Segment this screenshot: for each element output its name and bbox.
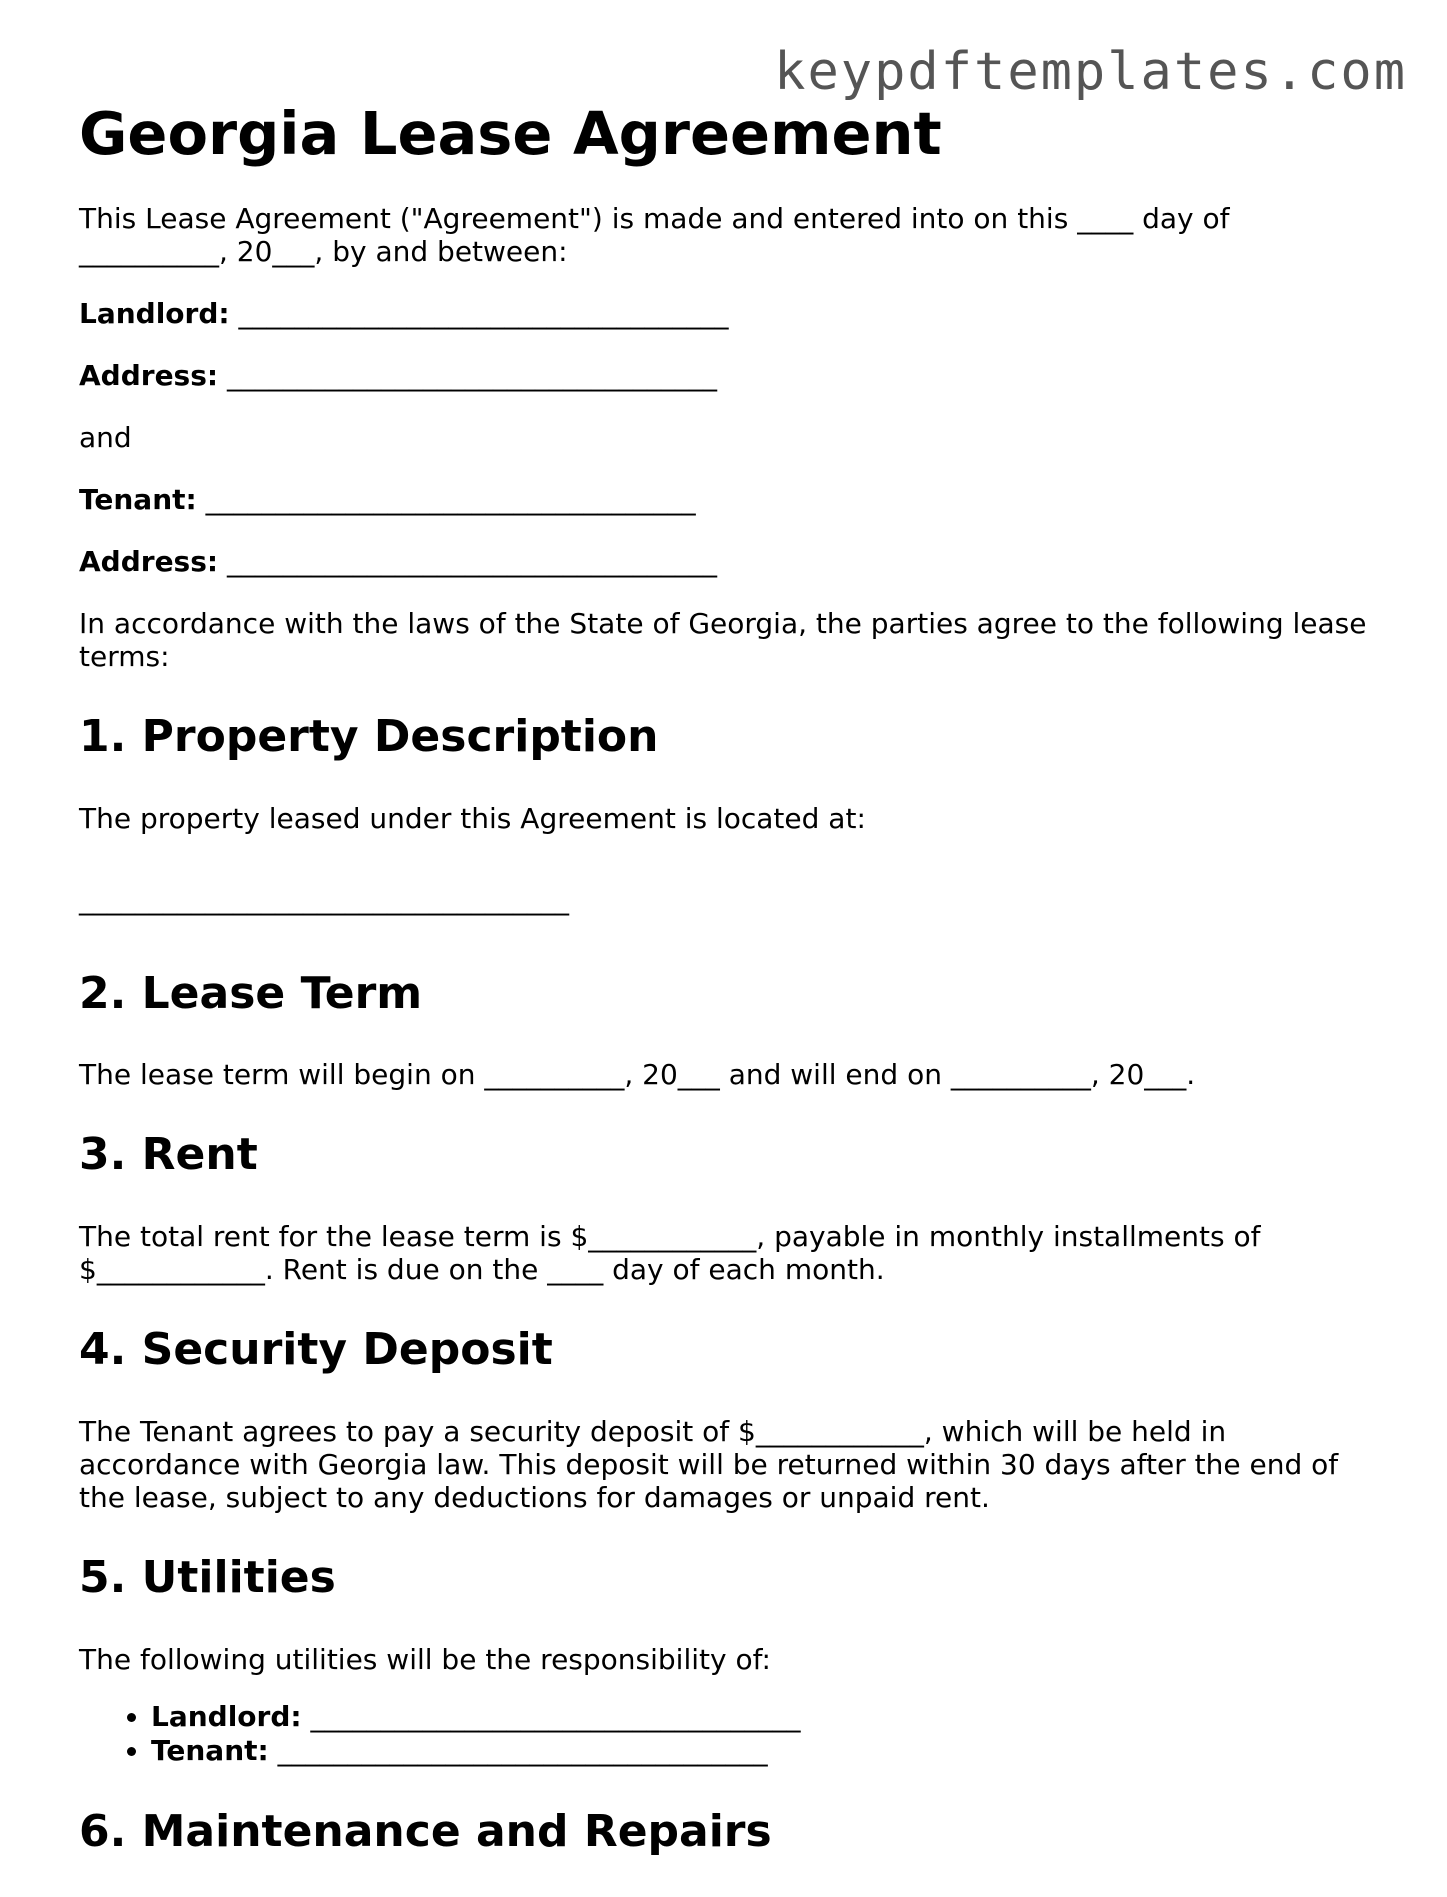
tenant-field (79, 483, 1369, 516)
landlord-label: Landlord: (79, 296, 230, 330)
tenant-blank: ___________________________________ (205, 482, 696, 516)
intro-paragraph: This Lease Agreement ("Agreement") is made and entered into on this ____ day of __________, 20___, by and between: (79, 201, 1230, 268)
rent-paragraph: The total rent for the lease term is $____________, payable in monthly installments of $____________. Rent is due on the ____ day of each month. (79, 1220, 1261, 1287)
utilities-list (79, 1700, 1369, 1768)
utilities-tenant-blank: ___________________________________ (277, 1733, 768, 1767)
document-page (79, 100, 1369, 1897)
section-heading-rent: 3. Rent (79, 1129, 258, 1181)
landlord-field (79, 297, 1369, 330)
section-heading-deposit: 4. Security Deposit (79, 1324, 553, 1376)
and-text: and (79, 420, 132, 454)
utilities-landlord-blank: ___________________________________ (310, 1699, 801, 1733)
section-heading-property: 1. Property Description (79, 710, 659, 762)
term-paragraph: The lease term will begin on __________, 20___ and will end on __________, 20___. (79, 1058, 1196, 1092)
page-title: Georgia Lease Agreement (79, 99, 942, 168)
tenant-address-label: Address: (79, 544, 219, 578)
landlord-address-blank: ___________________________________ (227, 358, 717, 392)
list-item (151, 1734, 1369, 1768)
section-heading-utilities: 5. Utilities (79, 1552, 336, 1604)
utilities-paragraph: The following utilities will be the responsibility of: (79, 1642, 771, 1676)
property-paragraph: The property leased under this Agreement is located at: (79, 801, 866, 835)
landlord-blank: ___________________________________ (238, 296, 729, 330)
landlord-address-field (79, 359, 1369, 392)
tenant-address-blank: ___________________________________ (227, 544, 717, 578)
section-heading-maintenance: 6. Maintenance and Repairs (79, 1805, 772, 1857)
utilities-tenant-label: Tenant: (151, 1733, 269, 1767)
tenant-address-field (79, 545, 1369, 578)
deposit-paragraph: The Tenant agrees to pay a security deposit of $____________, which will be held in accordance with Georgia law. This deposit will be returned within 30 days after the end of the lease, subject to any deductions for damages or unpaid rent. (79, 1415, 1339, 1515)
utilities-landlord-label: Landlord: (151, 1699, 302, 1733)
list-item (151, 1700, 1369, 1734)
property-blank: ___________________________________ (79, 882, 569, 916)
accordance-paragraph: In accordance with the laws of the State of Georgia, the parties agree to the following lease terms: (79, 606, 1367, 673)
watermark: keypdftemplates.com (774, 42, 1407, 102)
landlord-address-label: Address: (79, 358, 219, 392)
section-heading-term: 2. Lease Term (79, 967, 423, 1019)
tenant-label: Tenant: (79, 482, 197, 516)
